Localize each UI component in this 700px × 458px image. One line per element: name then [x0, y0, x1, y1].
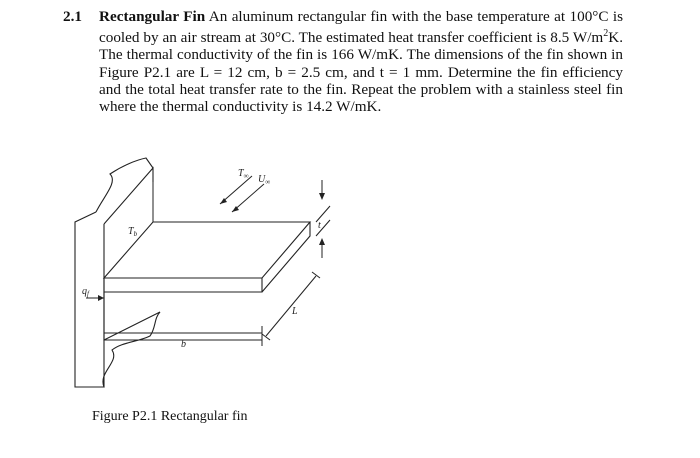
label-L: L	[292, 306, 298, 317]
label-T-inf: $T_\infty$	[238, 168, 249, 180]
label-q-f: $q_f$	[82, 286, 89, 298]
label-T-b: $T_b$	[128, 226, 138, 238]
problem-heading: Rectangular Fin	[99, 8, 206, 25]
label-U-inf: $U_\infty$	[258, 174, 271, 186]
problem-text-part1: An aluminum rectangular fin with the base temperature at 100°C is cooled by an air stream at 30°C. The estimated heat transfer coefficient is 8.5 W/m	[99, 8, 623, 47]
figure-caption: Figure P2.1 Rectangular fin	[92, 409, 248, 424]
problem-number: 2.1	[63, 8, 82, 25]
label-t: t	[318, 220, 321, 231]
superscript-2: 2	[603, 28, 609, 40]
label-b: b	[181, 339, 186, 350]
problem-text-part2: K. The thermal conductivity of the fin is 166 W/mK. The dimensions of the fin shown in Figure P2.1 are L = 12 cm, b = 2.5 cm, and t = 1 mm. Determine the fin efficiency and the total heat transfer rate to the fin. Repeat the problem with a stainless steel fin where the thermal conductivity is 14.2 W/mK.	[99, 29, 623, 116]
wall-outline	[75, 158, 160, 387]
dimension-t	[316, 180, 330, 258]
